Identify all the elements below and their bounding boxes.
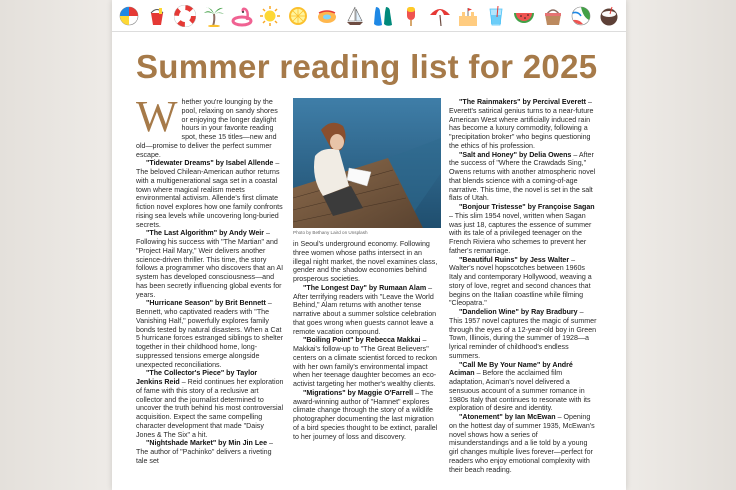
reading-photo	[293, 98, 441, 228]
book-description: – Everett's satirical genius turns to a near-future American West where artificially induced rain has become a luxury commodity, following a "precipitation broker" who begins questioning the ethics of his profession.	[449, 98, 594, 150]
intro-paragraph	[136, 92, 284, 159]
column-3-entries	[449, 98, 597, 474]
book-entry	[449, 151, 597, 204]
book-entry	[136, 299, 284, 369]
background-right	[626, 0, 736, 490]
book-title: "The Rainmakers" by Percival Everett	[459, 98, 586, 106]
book-title: "Hurricane Season" by Brit Bennett	[146, 299, 266, 308]
book-entry	[293, 336, 441, 389]
column-1	[136, 92, 284, 466]
book-entry	[136, 229, 284, 299]
book-description: – Opening on the hottest day of summer 1935, McEwan's novel shows how a series of misunderstandings and a lie told by a young girl changes multiple lives forever—perfect for readers who enjoy emotional complexity with their beach reading.	[449, 413, 595, 474]
book-description: – Following his success with "The Martian" and "Project Hail Mary," Weir delivers another science-driven thriller. This time, the story follows a programmer who discovers that an AI system has developed consciousness—and has been secretly influencing global events for years.	[136, 229, 284, 299]
book-title: "The Last Algorithm" by Andy Weir	[146, 229, 265, 238]
page-title: Summer reading list for 2025	[136, 48, 598, 85]
book-description: – Before the acclaimed film adaptation, Aciman's novel delivered a sensuous account of a summer romance in 1980s Italy that continues to resonate with its exploration of desire and identity.	[449, 369, 591, 413]
sailboat-icon	[342, 3, 368, 29]
book-title: "Call Me By Your Name" by André Aciman	[449, 360, 573, 378]
book-description: – Bennett, who captivated readers with "The Vanishing Half," powerfully explores family bonds tested by natural disasters. When a Cat 5 hurricane forces estranged siblings to shelter together in their childhood home, long-suppressed tensions emerge alongside unexpected reconciliations.	[136, 299, 284, 369]
column-2-entries	[293, 240, 441, 441]
volleyball-icon	[568, 3, 594, 29]
book-description: – The award-winning author of "Hamnet" explores climate change through the story of a wildlife photographer documenting the last migration of a bird species thought to be extinct, parallel to her journey of loss and discovery.	[293, 388, 438, 441]
book-description: – Reid continues her exploration of fame with this story of a reclusive art collector and the journalist determined to uncover the truth behind his most controversial acquisition. Expect the same compelling character development that made "Daisy Jones & The Six" a hit.	[136, 378, 284, 439]
life-ring-icon	[172, 3, 198, 29]
book-title: "The Longest Day" by Rumaan Alam	[303, 283, 427, 292]
book-title: "Salt and Honey" by Delia Owens	[459, 150, 572, 159]
book-description: – Makkai's follow-up to "The Great Believers" centers on a climate scientist forced to reckon with her own family's environmental impact when her teenage daughter becomes an eco-activist targeting her mother's wealthy clients.	[293, 336, 437, 388]
column-1-entries	[136, 159, 284, 465]
book-title: "Atonement" by Ian McEwan	[459, 413, 556, 421]
book-title: "Nightshade Market" by Min Jin Lee	[146, 439, 268, 448]
swim-ring-icon	[314, 3, 340, 29]
bucket-icon	[144, 3, 170, 29]
book-entry	[449, 256, 597, 309]
watermelon-icon	[511, 3, 537, 29]
book-entry	[136, 439, 284, 465]
book-description: – The beloved Chilean-American author returns with a multigenerational saga set in a coastal town where magical realism meets environmental activism. Allende's first climate fiction novel explores how one family confronts rising sea levels while uncovering long-buried secrets.	[136, 159, 283, 229]
basket-icon	[540, 3, 566, 29]
beach-umbrella-icon	[427, 3, 453, 29]
flamingo-float-icon	[229, 3, 255, 29]
drop-cap: W	[136, 92, 178, 141]
column-2	[293, 240, 441, 441]
book-entry	[449, 203, 597, 256]
book-title: "Beautiful Ruins" by Jess Walter	[459, 255, 570, 264]
book-description: in Seoul's underground economy. Following three women whose paths intersect in an illegal night market, the novel examines class, gender and the shadow economies behind prosperous societies.	[293, 240, 438, 283]
book-entry	[136, 159, 284, 229]
sandcastle-icon	[455, 3, 481, 29]
coconut-icon	[596, 3, 622, 29]
book-entry	[293, 389, 441, 442]
book-description: – This 1957 novel captures the magic of summer through the eyes of a 12-year-old boy in Green Town, Illinois, during the summer of 1928—a lyrical reminder of childhood's endless summers.	[449, 308, 597, 360]
book-entry	[136, 369, 284, 439]
column-3	[449, 98, 597, 474]
intro-text: hether you're lounging by the pool, relaxing on sandy shores or enjoying the longer daylight hours in your favorite reading spot, these 15 titles—new and old—promise to deliver the perfect summer escape.	[136, 98, 278, 159]
book-entry	[449, 98, 597, 151]
lemon-icon	[285, 3, 311, 29]
popsicle-icon	[398, 3, 424, 29]
book-description: – This slim 1954 novel, written when Sagan was just 18, captures the essence of summer with its tale of a privileged teenager on the French Riviera who schemes to prevent her father's remarriage.	[449, 211, 592, 255]
flippers-icon	[370, 3, 396, 29]
book-entry	[293, 240, 441, 284]
beach-ball-icon	[116, 3, 142, 29]
cocktail-icon	[483, 3, 509, 29]
book-title: "Bonjour Tristesse" by Françoise Sagan	[459, 203, 595, 211]
book-description: – Walter's novel hopscotches between 1960s Italy and contemporary Hollywood, weaving a story of love, regret and second chances that begins on the Italian coastline while filming "Cleopatra."	[449, 255, 592, 308]
sun-icon	[257, 3, 283, 29]
book-entry	[449, 361, 597, 414]
book-description: – After the success of "Where the Crawdads Sing," Owens returns with another atmospheric novel that blends science with a coming-of-age narrative. This time, the novel is set in the salt flats of Utah.	[449, 150, 596, 203]
book-entry	[293, 284, 441, 337]
palm-tree-icon	[201, 3, 227, 29]
book-entry	[449, 413, 597, 474]
background-left	[0, 0, 112, 490]
book-title: "Boiling Point" by Rebecca Makkai	[303, 336, 421, 345]
book-entry	[449, 308, 597, 361]
book-title: "Dandelion Wine" by Ray Bradbury	[459, 308, 578, 316]
summer-icon-strip	[112, 0, 626, 32]
book-title: "Migrations" by Maggie O'Farrell	[303, 388, 414, 397]
book-title: "Tidewater Dreams" by Isabel Allende	[146, 159, 274, 168]
book-description: – After terrifying readers with "Leave the World Behind," Alam returns with another tense narrative about a summer solstice celebration that goes wrong when guests cannot leave a remote vacation compound.	[293, 283, 437, 336]
magazine-page	[112, 0, 626, 490]
photo-credit: Photo by Bethany Laird on Unsplash	[293, 230, 368, 235]
book-description: – The author of "Pachinko" delivers a riveting tale set	[136, 439, 273, 465]
book-title: "The Collector's Piece" by Taylor Jenkins Reid	[136, 369, 258, 386]
